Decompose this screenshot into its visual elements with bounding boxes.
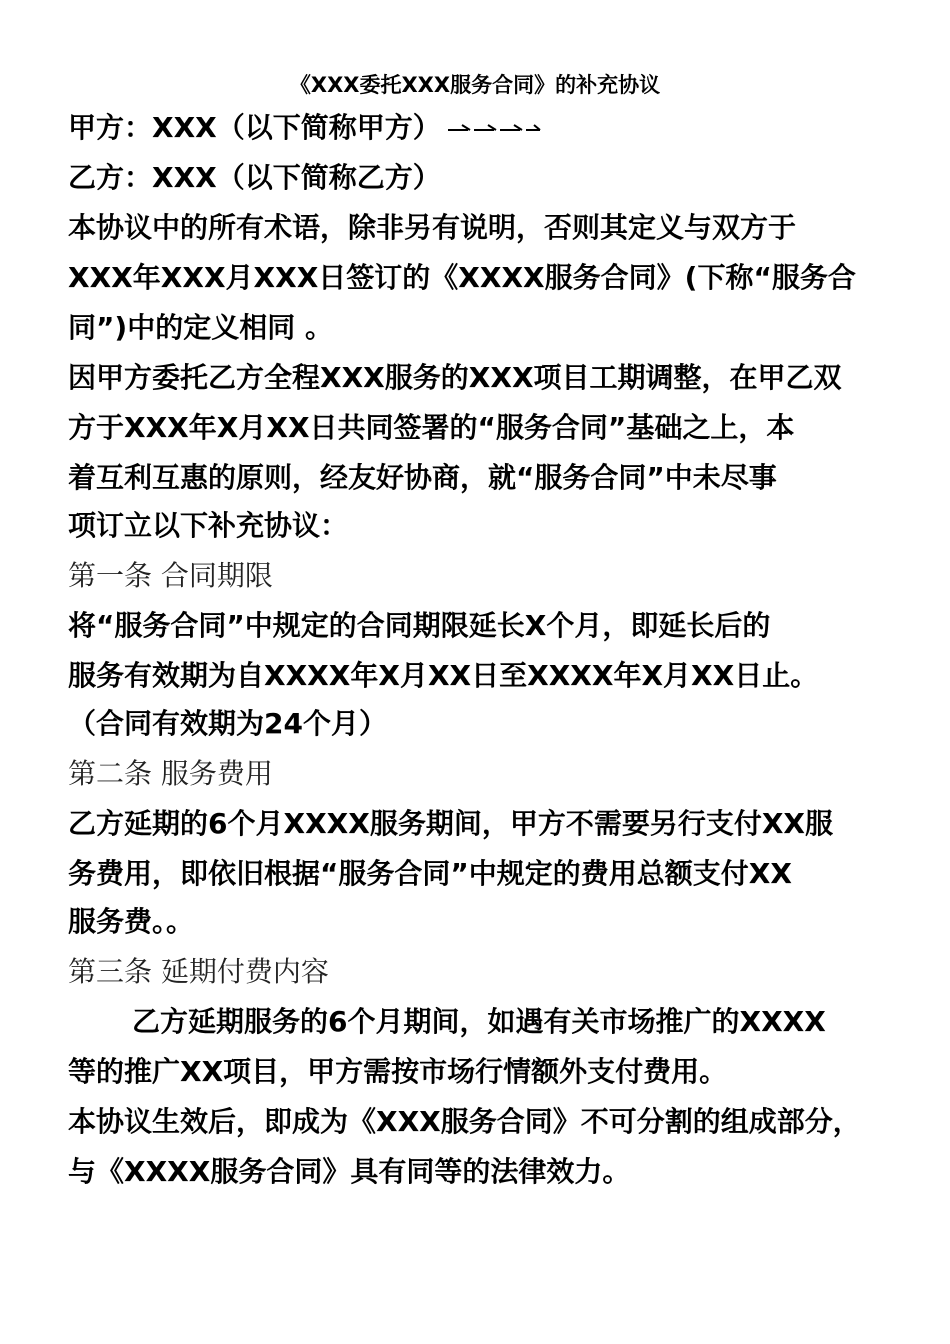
paragraph-line: 项订立以下补充协议： [68, 509, 349, 542]
party-b-line: 乙方：XXX（以下简称乙方） [68, 161, 441, 194]
paragraph-line: 着互利互惠的原则，经友好协商，就“服务合同”中未尽事 [68, 461, 777, 494]
paragraph-line: 服务有效期为自XXXX年X月XX日至XXXX年X月XX日止。 [68, 659, 819, 692]
party-a-line: 甲方：XXX（以下简称甲方） [68, 111, 441, 144]
paragraph-line: （合同有效期为24个月） [68, 707, 387, 740]
paragraph-line: 本协议生效后，即成为《XXX服务合同》不可分割的组成部分， [68, 1105, 861, 1138]
paragraph-line: 本协议中的所有术语，除非另有说明，否则其定义与双方于 [68, 211, 797, 244]
paragraph-line: 与《XXXX服务合同》具有同等的法律效力。 [68, 1155, 631, 1188]
article-1-heading: 第一条 合同期限 [68, 559, 273, 592]
paragraph-line: 因甲方委托乙方全程XXX服务的XXX项目工期调整，在甲乙双 [68, 361, 842, 394]
article-3-heading: 第三条 延期付费内容 [68, 955, 329, 988]
paragraph-line: 乙方延期服务的6个月期间，如遇有关市场推广的XXXX [132, 1005, 826, 1038]
paragraph-line: 等的推广XX项目，甲方需按市场行情额外支付费用。 [68, 1055, 728, 1088]
paragraph-line: 务费用，即依旧根据“服务合同”中规定的费用总额支付XX [68, 857, 792, 890]
paragraph-line: 方于XXX年X月XX日共同签署的“服务合同”基础之上，本 [68, 411, 795, 444]
track-change-arrows [446, 121, 542, 137]
paragraph-line: 乙方延期的6个月XXXX服务期间，甲方不需要另行支付XX服 [68, 807, 834, 840]
article-2-heading: 第二条 服务费用 [68, 757, 273, 790]
paragraph-line: XXX年XXX月XXX日签订的《XXXX服务合同》(下称“服务合 [68, 261, 856, 294]
document-title: 《XXX委托XXX服务合同》的补充协议 [289, 73, 661, 97]
paragraph-line: 将“服务合同”中规定的合同期限延长X个月，即延长后的 [68, 609, 771, 642]
paragraph-line: 同”)中的定义相同 。 [68, 311, 333, 344]
paragraph-line: 服务费。。 [68, 905, 195, 938]
